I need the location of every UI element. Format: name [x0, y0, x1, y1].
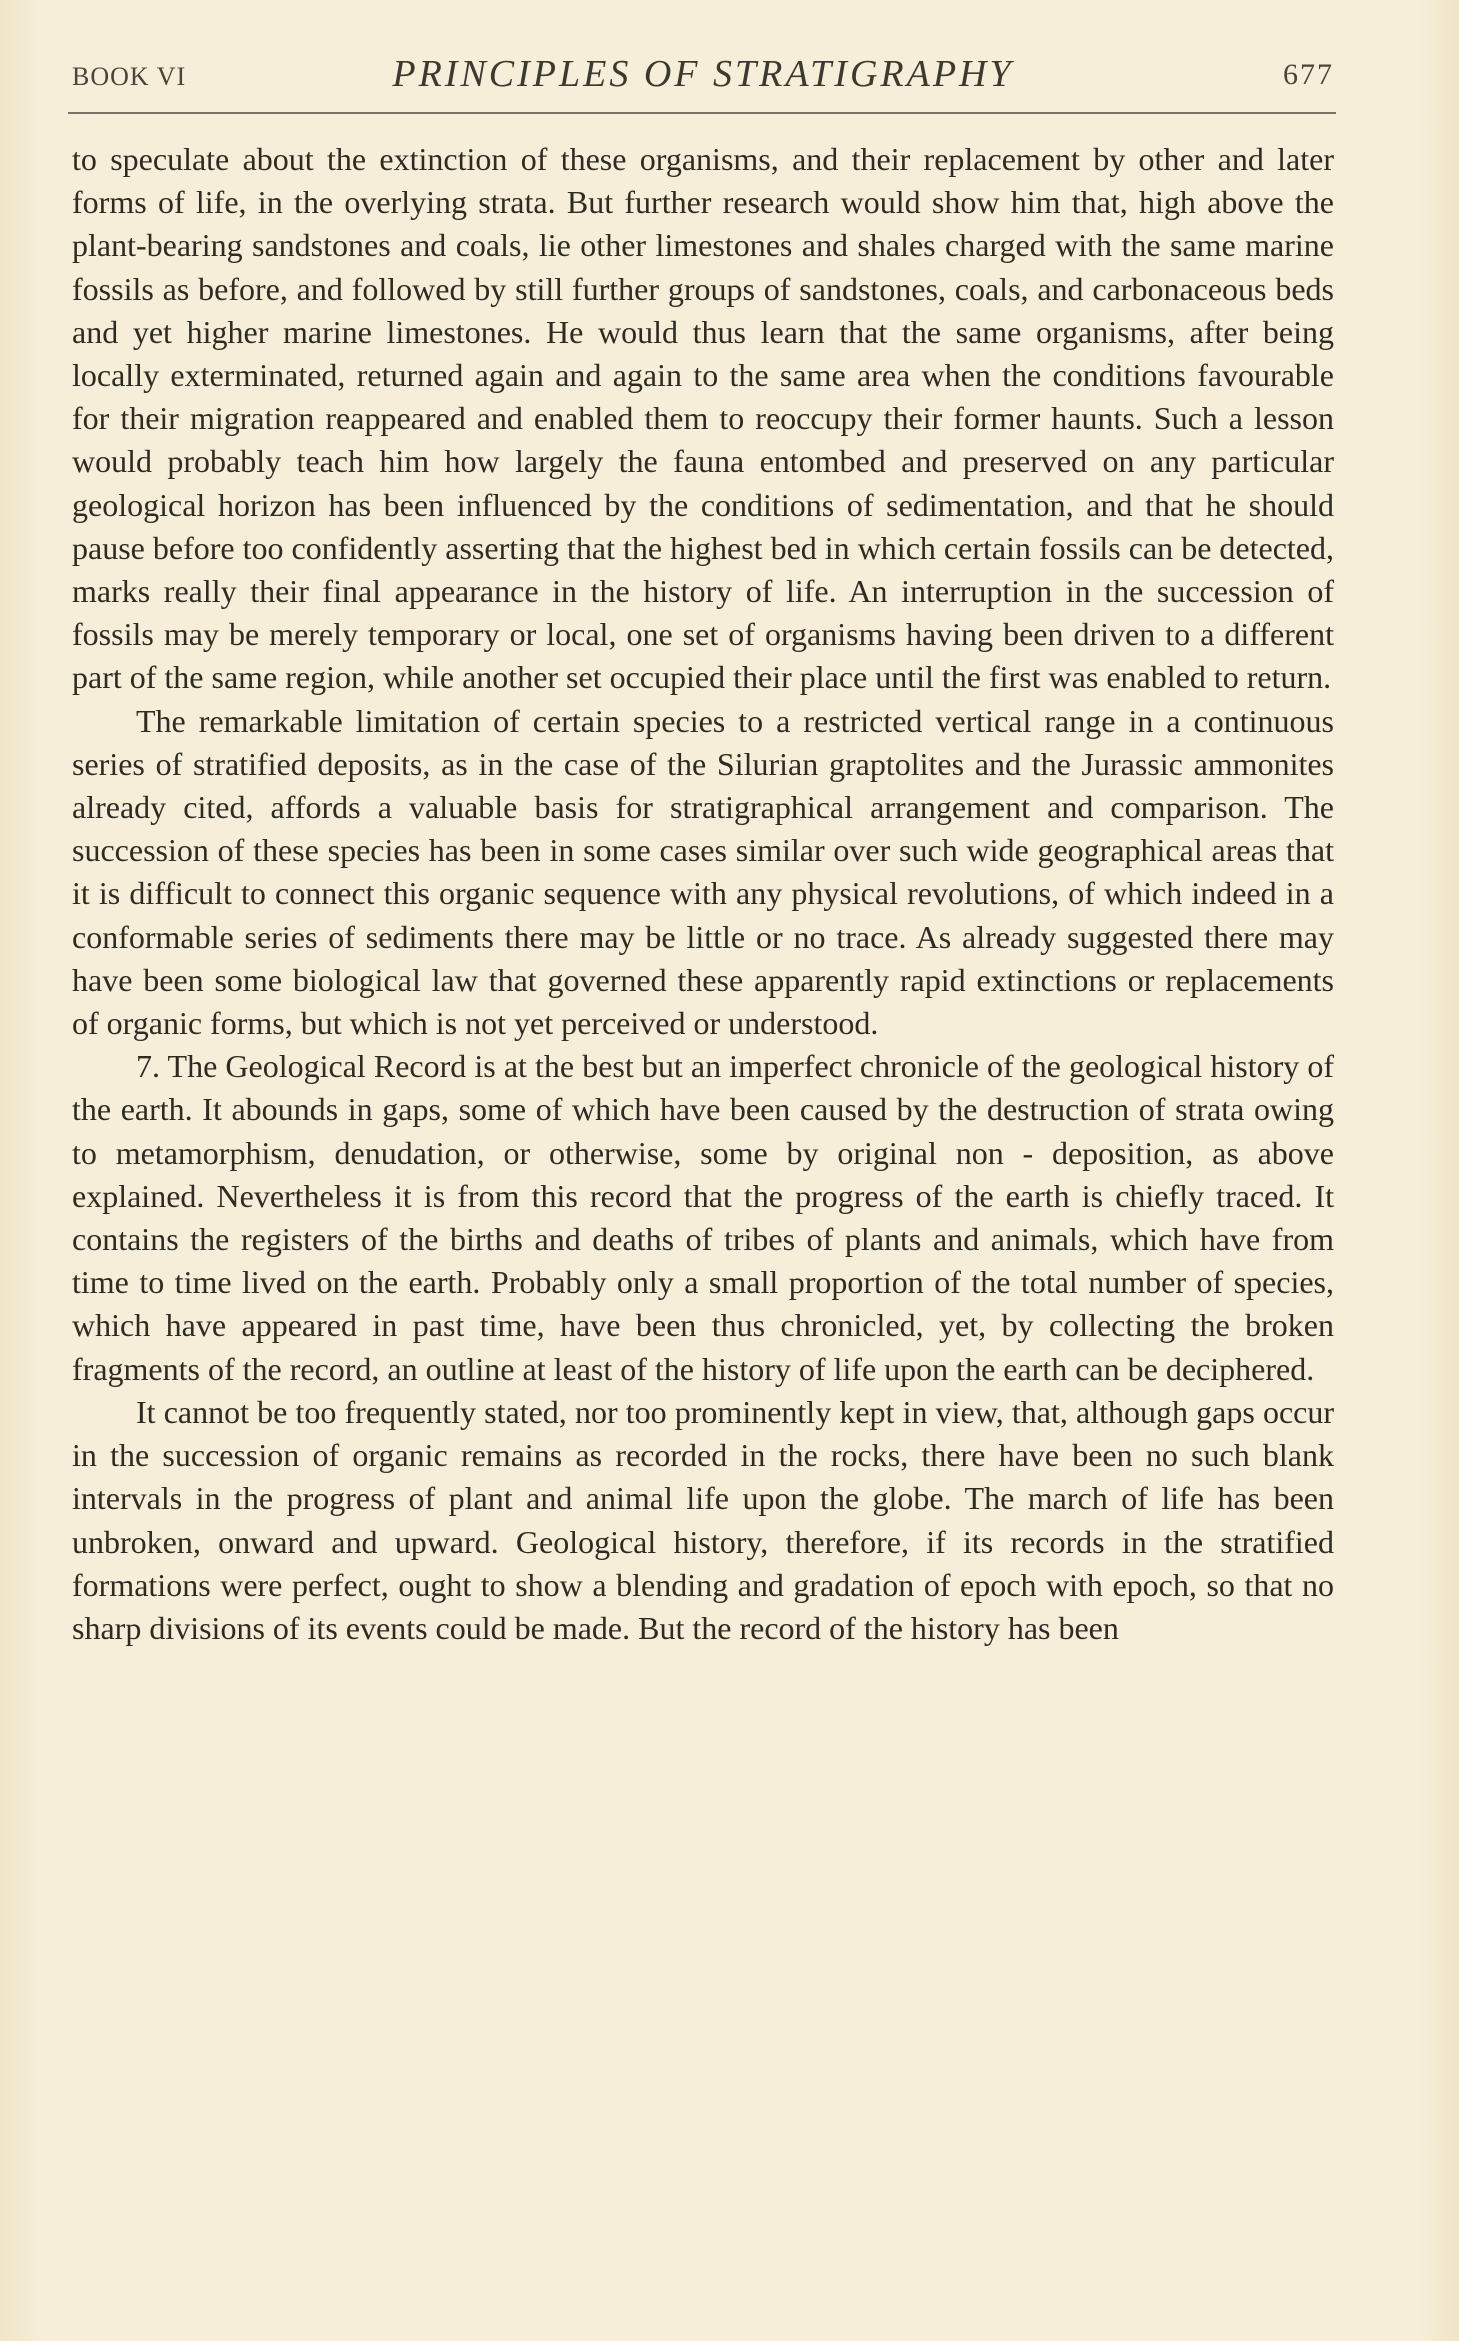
page-number: 677	[1283, 58, 1334, 91]
paragraph-geological-record: 7. The Geological Record is at the best but an imperfect chronicle of the geological history of the earth. It abounds in gaps, some of which have been caused by the destruction of strata owing to metamorphism, denudation, or otherwise, some by original non - deposition, as above explained. Nevertheless it is from this record that the progress of the earth is chiefly traced. It contains the registers of the births and deaths of tribes of plants and animals, which have from time to time lived on the earth. Probably only a small proportion of the total number of species, which have appeared in past time, have been thus chronicled, yet, by collecting the broken fragments of the record, an outline at least of the history of life upon the earth can be deciphered.	[72, 1048, 1334, 1387]
paragraph-continued: to speculate about the extinction of these organisms, and their replacement by other and later forms of life, in the overlying strata. But further research would show him that, high above the plant-bearing sandstones and coals, lie other limestones and shales charged with the same marine fossils as before, and followed by still further groups of sandstones, coals, and carbonaceous beds and yet higher marine limestones. He would thus learn that the same organisms, after being locally exterminated, returned again and again to the same area when the conditions favourable for their migration reappeared and enabled them to reoccupy their former haunts. Such a lesson would probably teach him how largely the fauna entombed and preserved on any particular geological horizon has been influenced by the conditions of sedimentation, and that he should pause before too confidently asserting that the highest bed in which certain fossils can be detected, marks really their final appearance in the history of life. An interruption in the succession of fossils may be merely temporary or local, one set of organisms having been driven to a different part of the same region, while another set occupied their place until the first was enabled to return.	[72, 141, 1334, 696]
book-number: BOOK VI	[72, 62, 187, 91]
body-text	[72, 138, 1334, 1650]
running-head	[72, 48, 1334, 108]
chapter-title: PRINCIPLES OF STRATIGRAPHY	[392, 53, 1014, 95]
paragraph-march-of-life: It cannot be too frequently stated, nor too prominently kept in view, that, although gaps occur in the succession of organic remains as recorded in the rocks, there have been no such blank intervals in the progress of plant and animal life upon the globe. The march of life has been unbroken, onward and upward. Geological history, therefore, if its records in the stratified formations were perfect, ought to show a blending and gradation of epoch with epoch, so that no sharp divisions of its events could be made. But the record of the history has been	[72, 1393, 1334, 1646]
header-rule	[68, 112, 1336, 114]
paragraph-limitation: The remarkable limitation of certain species to a restricted vertical range in a continuous series of stratified deposits, as in the case of the Silurian graptolites and the Jurassic ammonites already cited, affords a valuable basis for stratigraphical arrangement and comparison. The succession of these species has been in some cases similar over such wide geographical areas that it is difficult to connect this organic sequence with any physical revolutions, of which indeed in a conformable series of sediments there may be little or no trace. As already suggested there may have been some biological law that governed these apparently rapid extinctions or replacements of organic forms, but which is not yet perceived or understood.	[72, 702, 1334, 1042]
